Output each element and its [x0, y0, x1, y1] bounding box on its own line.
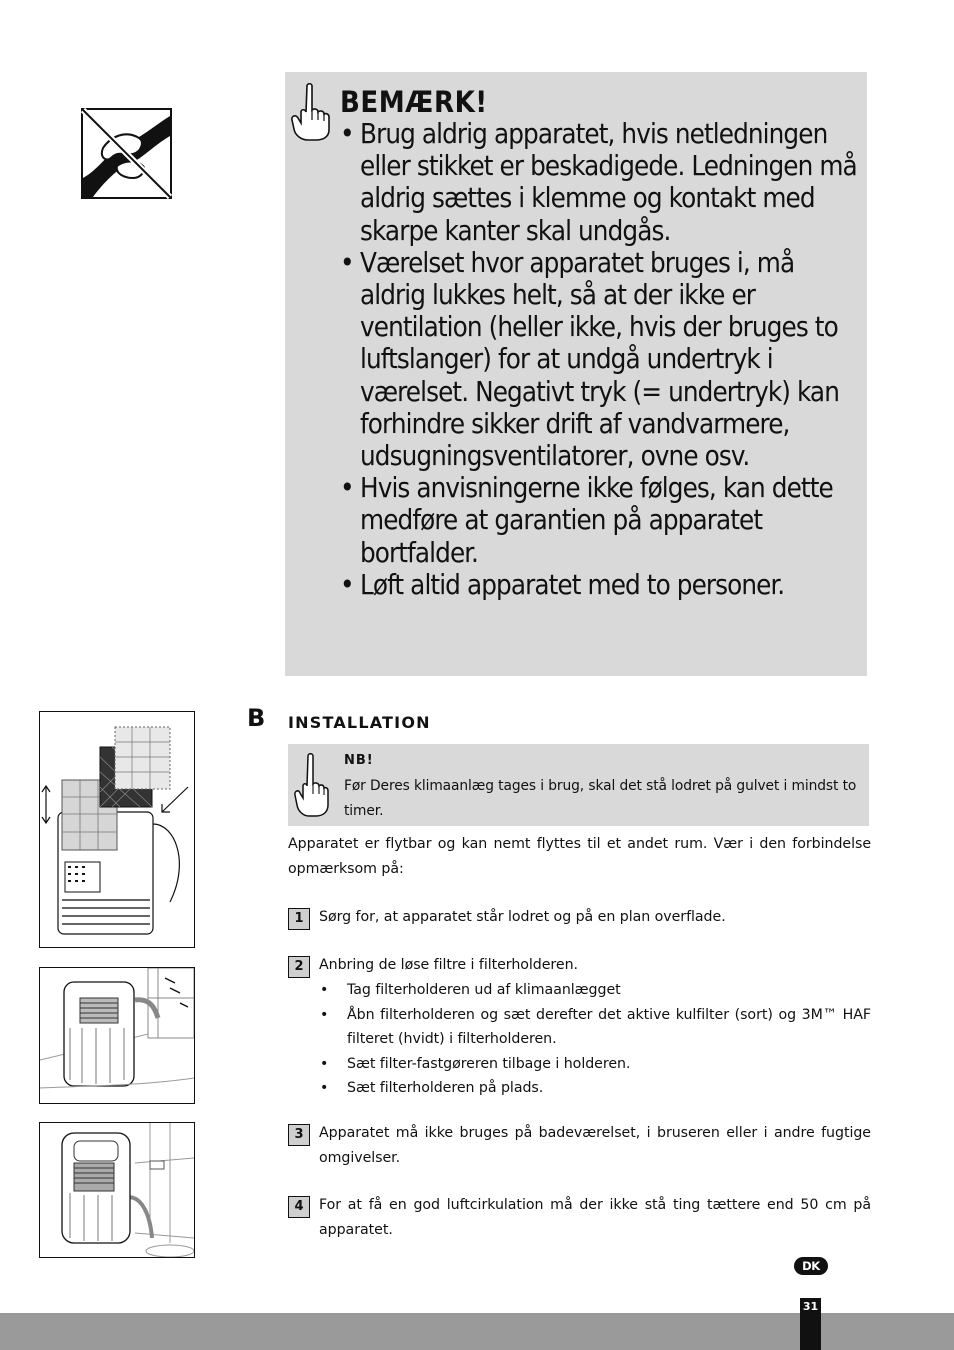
warning-item: • Værelset hvor apparatet bruges i, må aldrig lukkes helt, så at der ikke er ventilation (heller ikke, hvis der bruges to luftslanger) for at undgå undertryk i værelset. Negativt tryk (= undertryk) kan forhindre sikker drift af vandvarmere, udsugningsventilatorer, ovne osv.	[338, 247, 864, 472]
step-text: For at få en god luftcirkulation må der ikke stå ting tættere end 50 cm på apparatet.	[319, 1197, 871, 1238]
warning-list	[338, 118, 864, 601]
step-number: 4	[288, 1196, 310, 1218]
language-badge: DK	[794, 1257, 828, 1275]
step-bullet-list	[319, 978, 871, 1101]
pointing-hand-icon	[290, 82, 330, 142]
warning-item: • Hvis anvisningerne ikke følges, kan dette medføre at garantien på apparatet bortfalder.	[338, 472, 864, 569]
step-number: 2	[288, 956, 310, 978]
no-damaged-cord-icon	[81, 108, 172, 199]
step-number: 1	[288, 908, 310, 930]
list-item: • Tag filterholderen ud af klimaanlægget	[319, 978, 871, 1003]
step-text: Anbring de løse filtre i filterholderen.	[319, 957, 578, 973]
warning-item: • Brug aldrig apparatet, hvis netledningen eller stikket er beskadigede. Ledningen må aldrig sættes i klemme og kontakt med skarpe kanter skal undgås.	[338, 118, 864, 247]
section-letter: B	[247, 704, 266, 732]
step-number: 3	[288, 1124, 310, 1146]
unit-by-window-illustration	[39, 967, 195, 1104]
page-number: 31	[802, 1300, 819, 1313]
section-title: INSTALLATION	[288, 713, 431, 732]
intro-paragraph: Apparatet er flytbar og kan nemt flyttes til et andet rum. Vær i den forbindelse opmærksom på:	[288, 836, 871, 877]
nb-text: Før Deres klimaanlæg tages i brug, skal det stå lodret på gulvet i mindst to timer.	[344, 778, 857, 819]
pointing-hand-icon	[293, 752, 329, 818]
list-item: • Sæt filterholderen på plads.	[319, 1076, 871, 1101]
list-item: • Åbn filterholderen og sæt derefter det aktive kulfilter (sort) og 3M™ HAF filteret (hvidt) i filterholderen.	[319, 1003, 871, 1052]
filter-installation-illustration	[39, 711, 195, 948]
warning-item: • Løft altid apparatet med to personer.	[338, 569, 864, 601]
nb-title: NB!	[344, 753, 374, 768]
list-item: • Sæt filter-fastgøreren tilbage i holderen.	[319, 1052, 871, 1077]
warning-title: BEMÆRK!	[340, 85, 488, 119]
step-text: Apparatet må ikke bruges på badeværelset, i bruseren eller i andre fugtige omgivelser.	[319, 1125, 871, 1166]
unit-by-shower-illustration	[39, 1122, 195, 1258]
step-text: Sørg for, at apparatet står lodret og på en plan overflade.	[319, 909, 726, 925]
